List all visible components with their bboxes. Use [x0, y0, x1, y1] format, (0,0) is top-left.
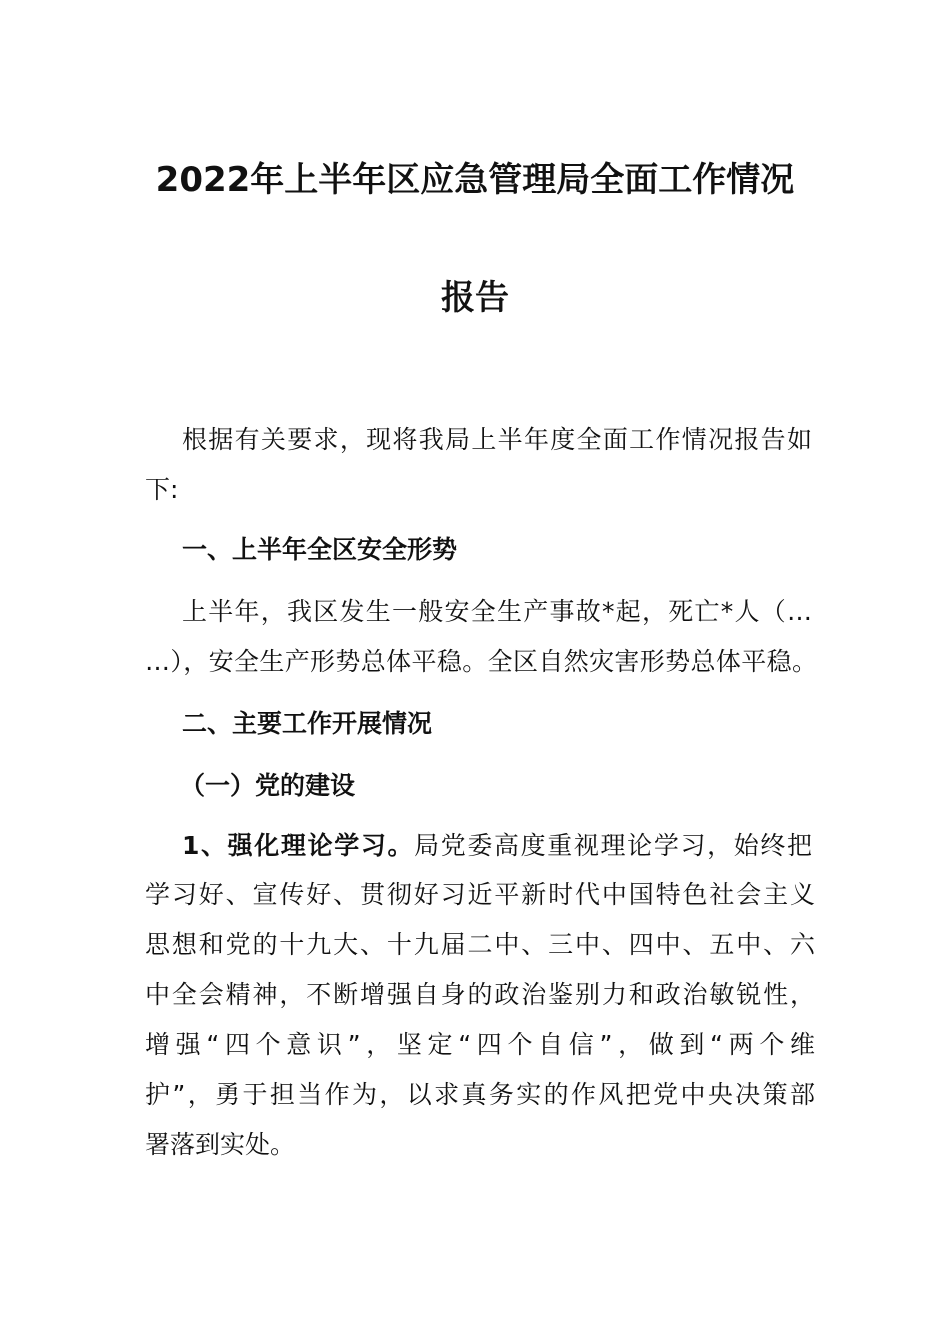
item-paragraph-line: 增强“四个意识”，坚定“四个自信”，做到“两个维	[145, 1030, 815, 1059]
intro-paragraph-line: 根据有关要求，现将我局上半年度全面工作情况报告如	[182, 425, 812, 454]
item-paragraph-line: 思想和党的十九大、十九届二中、三中、四中、五中、六	[145, 930, 815, 959]
item-paragraph-line: 护”，勇于担当作为，以求真务实的作风把党中央决策部	[145, 1080, 815, 1109]
intro-paragraph-line: 下:	[145, 475, 179, 504]
section-heading: 一、上半年全区安全形势	[182, 535, 458, 564]
section-paragraph-line: …），安全生产形势总体平稳。全区自然灾害形势总体平稳。	[145, 647, 817, 676]
item-paragraph-line	[182, 830, 812, 862]
section-heading: 二、主要工作开展情况	[182, 709, 433, 738]
document-title-continued: 报告	[441, 278, 509, 318]
subsection-heading: （一）党的建设	[180, 771, 356, 800]
document-title: 2022年上半年区应急管理局全面工作情况	[155, 160, 795, 200]
section-paragraph-line: 上半年，我区发生一般安全生产事故*起，死亡*人（…	[182, 597, 812, 626]
item-paragraph-line: 学习好、宣传好、贯彻好习近平新时代中国特色社会主义	[145, 880, 815, 909]
item-paragraph-line: 中全会精神，不断增强自身的政治鉴别力和政治敏锐性，	[145, 980, 815, 1009]
item-text: 局党委高度重视理论学习，始终把	[414, 831, 812, 860]
item-lead: 1、强化理论学习。	[182, 831, 415, 860]
item-paragraph-line: 署落到实处。	[145, 1130, 296, 1159]
